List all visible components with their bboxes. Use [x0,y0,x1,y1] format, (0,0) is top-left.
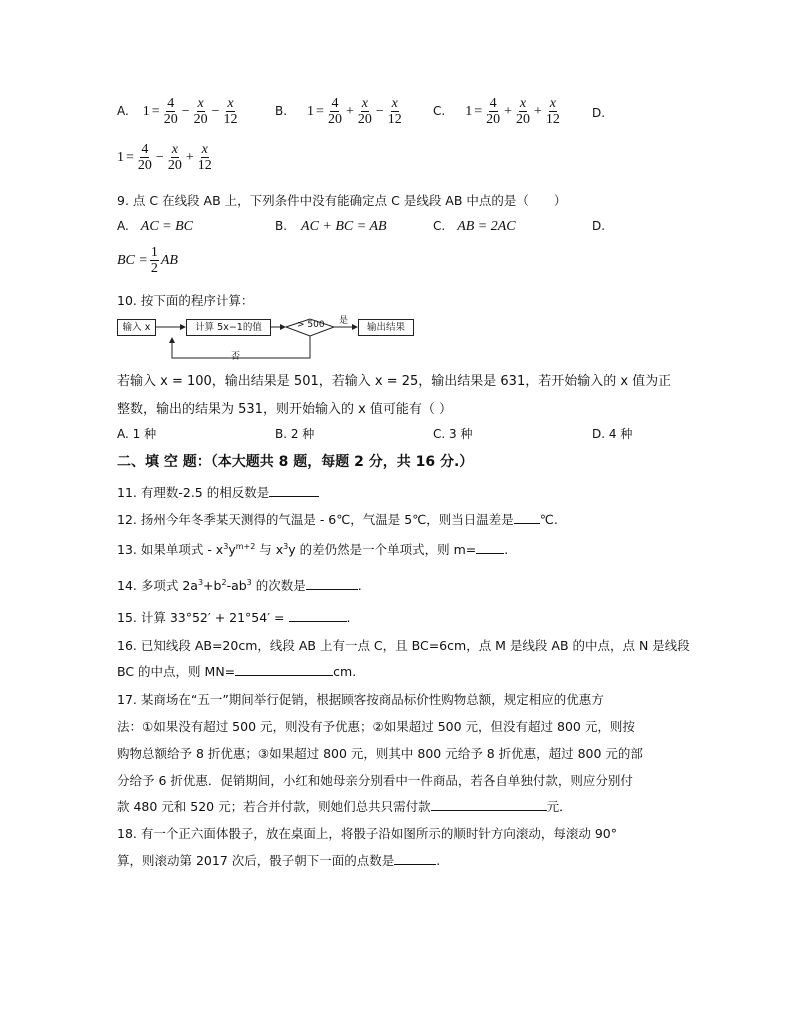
q15-answer-blank [289,609,347,622]
q9-option-d-label: D. [592,219,606,233]
q8-option-c-equation: 1 = $\frac{4}{20}$ + $\frac{x}{20}$ + $\frac{x}{12}$ [465,96,560,127]
flowchart-output-box: 输出结果 [358,319,414,336]
flowchart-calc-box: 计算 5x−1的值 [186,319,271,336]
flowchart-condition: > 500 [297,320,325,330]
q8-option-b-equation: 1 = $\frac{4}{20}$ + $\frac{x}{20}$ − $\frac{x}{12}$ [307,96,402,127]
q8-option-d-label: D. [592,106,606,120]
q11-answer-blank [269,484,319,497]
q17-line2: 法：①如果没有超过 500 元，则没有予优惠；②如果超过 500 元，但没有超过 800 元，则按 [117,719,635,734]
q8-option-c: C. 1 = $\frac{4}{20}$ + $\frac{x}{20}$ + $\frac{x}{12}$ [433,96,560,127]
q10-option-c: C. 3 种 [433,427,473,441]
q9-option-b: B. AC + BC = AB [275,219,387,234]
q10-flowchart [117,318,417,363]
q8-option-d [117,142,214,173]
q13: 13. 如果单项式 - $x^3y^{m+2}$ 与 $x^3y$ 的差仍然是一个单项式，则 m= . [117,541,509,557]
q14-answer-blank [306,577,358,590]
q11: 11. 有理数-2.5 的相反数是 [117,483,319,501]
q14: 14. 多项式 $2a^3+b^2-ab^3$ 的次数是 . [117,577,362,593]
q9-option-d: BC = $\frac{1}{2}$ AB [117,245,178,276]
q13-answer-blank [476,541,504,554]
q16-line2: BC 的中点，则 MN= cm. [117,664,357,679]
q12: 12. 扬州今年冬季某天测得的气温是 - 6℃，气温是 5℃，则当日温差是 ℃. [117,512,558,527]
q10-option-b: B. 2 种 [275,427,315,441]
q18-line1: 18. 有一个正六面体骰子，放在桌面上，将骰子沿如图所示的顺时针方向滚动，每滚动 90° [117,826,617,841]
q18-line2: 算，则滚动第 2017 次后，骰子朝下一面的点数是 . [117,853,441,868]
q8-option-d-equation: 1 = $\frac{4}{20}$ − $\frac{x}{20}$ + $\frac{x}{12}$ [117,142,212,173]
q12-answer-blank [514,511,540,524]
q16-answer-blank [235,663,333,676]
q17-line3: 购物总额给予 8 折优惠；③如果超过 800 元，则其中 800 元给予 8 折优惠，超过 800 元的部 [117,746,643,761]
q9-stem: 9. 点 C 在线段 AB 上，下列条件中没有能确定点 C 是线段 AB 中点的是（ ） [117,193,567,208]
section-heading-fill-blank: 二、填 空 题：（本大题共 8 题，每题 2 分，共 16 分.） [117,454,474,470]
q16-line1: 16. 已知线段 AB=20cm，线段 AB 上有一点 C，且 BC=6cm，点 M 是线段 AB 的中点，点 N 是线段 [117,638,690,653]
flowchart-yes-label: 是 [339,316,349,326]
q8-option-b: B. 1 = $\frac{4}{20}$ + $\frac{x}{20}$ − $\frac{x}{12}$ [275,96,402,127]
q10-option-a: A. 1 种 [117,427,157,441]
q8-option-a-equation: 1 = $\frac{4}{20}$ − $\frac{x}{20}$ − $\frac{x}{12}$ [142,96,238,127]
q17-line4: 分给予 6 折优惠．促销期间，小红和她母亲分别看中一件商品，若各自单独付款，则应分别付 [117,773,633,788]
q17-line1: 17. 某商场在“五一”期间举行促销，根据顾客按商品标价性购物总额，规定相应的优惠方 [117,692,604,707]
flowchart-input-box: 输入 x [117,319,156,336]
q18-answer-blank [394,852,436,865]
q8-option-a: A. 1 = $\frac{4}{20}$ − $\frac{x}{20}$ − $\frac{x}{12}$ [117,96,238,127]
q10-stem: 10. 按下面的程序计算： [117,293,254,308]
q10-line1: 若输入 x = 100，输出结果是 501，若输入 x = 25，输出结果是 631，若开始输入的 x 值为正 [117,374,672,389]
q17-line5: 款 480 元和 520 元；若合并付款，则她们总共只需付款 元． [117,799,572,814]
flowchart-no-label: 否 [231,352,241,362]
q17-answer-blank [431,798,547,811]
q15: 15. 计算 33°52′ + 21°54′ = . [117,610,351,625]
q9-option-a: A. AC = BC [117,219,194,234]
q9-option-c: C. AB = 2AC [433,219,516,234]
q10-option-d: D. 4 种 [592,427,633,441]
q10-line2: 整数，输出的结果为 531，则开始输入的 x 值可能有（ ） [117,402,453,417]
